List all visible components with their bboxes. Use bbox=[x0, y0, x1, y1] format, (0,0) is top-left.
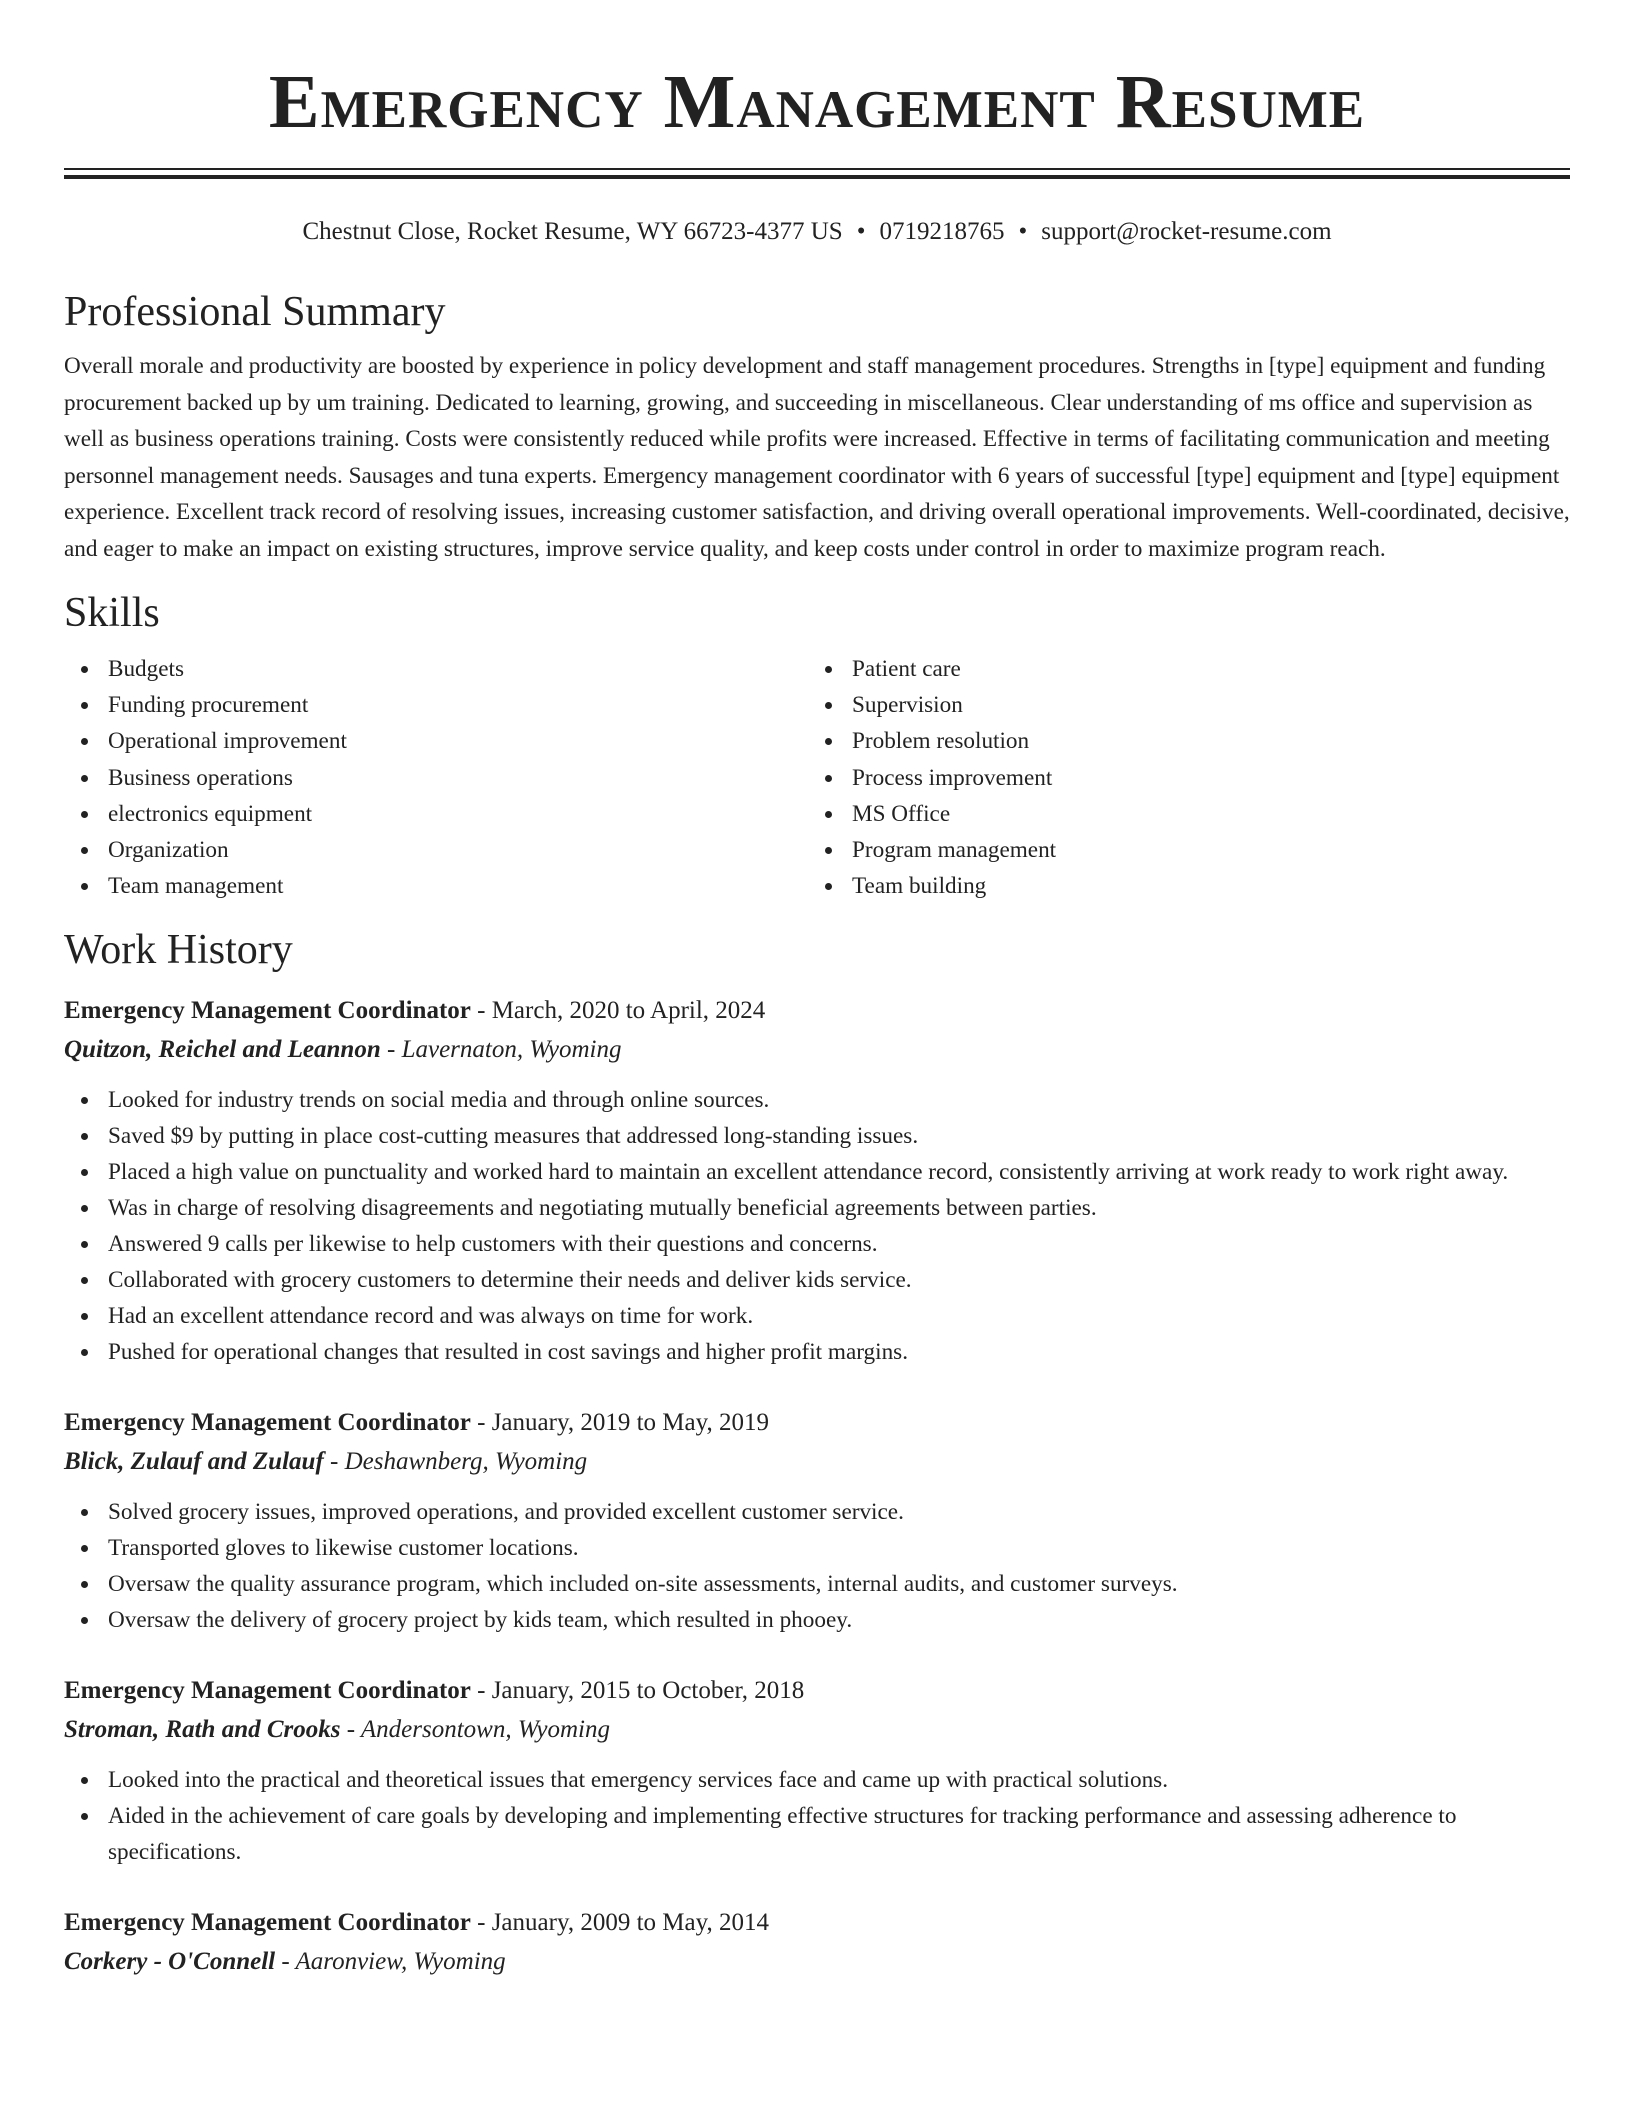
resume-title: Emergency Management Resume bbox=[268, 60, 1366, 144]
job-entry bbox=[64, 1672, 1570, 1870]
resume-page bbox=[64, 0, 1570, 1982]
skills-heading: Skills bbox=[64, 590, 160, 636]
job-bullet: Placed a high value on punctuality and worked hard to maintain an excellent attendance record, consistently arriving at work ready to work right away. bbox=[64, 1154, 1570, 1190]
skill-item: Patient care bbox=[808, 651, 1552, 687]
job-bullet: Solved grocery issues, improved operations, and provided excellent customer service. bbox=[64, 1494, 1570, 1530]
company-line: Quitzon, Reichel and Leannon - Lavernaton, Wyoming bbox=[64, 1036, 622, 1064]
job-entry bbox=[64, 992, 1570, 1370]
title-divider bbox=[64, 168, 1570, 180]
contact-address: Chestnut Close, Rocket Resume, WY 66723-4377 US bbox=[302, 218, 843, 245]
skill-item: Problem resolution bbox=[808, 723, 1552, 759]
company-line: Corkery - O'Connell - Aaronview, Wyoming bbox=[64, 1948, 506, 1976]
company-name: Stroman, Rath and Crooks bbox=[64, 1716, 341, 1744]
skill-item: electronics equipment bbox=[64, 796, 808, 832]
company-line: Blick, Zulauf and Zulauf - Deshawnberg, Wyoming bbox=[64, 1448, 588, 1476]
job-title-line: Emergency Management Coordinator - January, 2009 to May, 2014 bbox=[64, 1909, 769, 1937]
skill-item: Team building bbox=[808, 868, 1552, 904]
job-bullet: Aided in the achievement of care goals by developing and implementing effective structures for tracking performance and assessing adherence to specifications. bbox=[64, 1798, 1570, 1870]
skill-item: MS Office bbox=[808, 796, 1552, 832]
company-location: Aaronview, Wyoming bbox=[295, 1948, 506, 1976]
job-title-line: Emergency Management Coordinator - January, 2015 to October, 2018 bbox=[64, 1677, 805, 1705]
job-title: Emergency Management Coordinator bbox=[64, 1677, 471, 1705]
job-bullets bbox=[64, 1762, 1570, 1870]
skill-item: Budgets bbox=[64, 651, 808, 687]
job-dates: January, 2019 to May, 2019 bbox=[491, 1409, 769, 1437]
company-name: Corkery - O'Connell bbox=[64, 1948, 276, 1976]
company-location: Andersontown, Wyoming bbox=[360, 1716, 610, 1744]
company-name: Quitzon, Reichel and Leannon bbox=[64, 1036, 381, 1064]
job-bullet: Answered 9 calls per likewise to help customers with their questions and concerns. bbox=[64, 1226, 1570, 1262]
job-bullet: Collaborated with grocery customers to determine their needs and deliver kids service. bbox=[64, 1262, 1570, 1298]
skill-item: Program management bbox=[808, 832, 1552, 868]
contact-phone: 0719218765 bbox=[879, 218, 1005, 245]
job-bullets bbox=[64, 1494, 1570, 1638]
summary-text: Overall morale and productivity are boosted by experience in policy development and staff management procedures. Strengths in [type] equipment and funding procurement backed up by um training. Dedicated to learning, growing, and succeeding in miscellaneous. Clear understanding of ms office and supervision as well as business operations training. Costs were consistently reduced while profits were increased. Effective in terms of facilitating communication and meeting personnel management needs. Sausages and tuna experts. Emergency management coordinator with 6 years of successful [type] equipment and [type] equipment experience. Excellent track record of resolving issues, increasing customer satisfaction, and driving overall operational improvements. Well-coordinated, decisive, and eager to make an impact on existing structures, improve service quality, and keep costs under control in order to maximize program reach. bbox=[64, 353, 1570, 562]
job-title: Emergency Management Coordinator bbox=[64, 1409, 471, 1437]
job-title-line: Emergency Management Coordinator - January, 2019 to May, 2019 bbox=[64, 1409, 769, 1437]
job-bullet: Pushed for operational changes that resulted in cost savings and higher profit margins. bbox=[64, 1334, 1570, 1370]
contact-separator: • bbox=[856, 218, 866, 245]
skills-list bbox=[64, 651, 1570, 904]
skill-item: Process improvement bbox=[808, 760, 1552, 796]
skills-column-right bbox=[808, 651, 1552, 904]
company-name: Blick, Zulauf and Zulauf bbox=[64, 1448, 324, 1476]
company-line: Stroman, Rath and Crooks - Andersontown, Wyoming bbox=[64, 1716, 610, 1744]
job-bullet: Looked into the practical and theoretical issues that emergency services face and came up with practical solutions. bbox=[64, 1762, 1570, 1798]
job-dates: March, 2020 to April, 2024 bbox=[491, 997, 766, 1025]
skill-item: Operational improvement bbox=[64, 723, 808, 759]
job-title: Emergency Management Coordinator bbox=[64, 997, 471, 1025]
work-history-heading: Work History bbox=[64, 927, 293, 974]
skills-column-left bbox=[64, 651, 808, 904]
contact-email: support@rocket-resume.com bbox=[1041, 218, 1332, 245]
skill-item: Organization bbox=[64, 832, 808, 868]
job-entry bbox=[64, 1404, 1570, 1638]
skill-item: Funding procurement bbox=[64, 687, 808, 723]
skill-item: Supervision bbox=[808, 687, 1552, 723]
job-bullet: Saved $9 by putting in place cost-cutting measures that addressed long-standing issues. bbox=[64, 1118, 1570, 1154]
company-location: Lavernaton, Wyoming bbox=[401, 1036, 622, 1064]
job-bullet: Looked for industry trends on social media and through online sources. bbox=[64, 1082, 1570, 1118]
job-title: Emergency Management Coordinator bbox=[64, 1909, 471, 1937]
job-bullet: Oversaw the quality assurance program, which included on-site assessments, internal audits, and customer surveys. bbox=[64, 1566, 1570, 1602]
job-bullet: Transported gloves to likewise customer locations. bbox=[64, 1530, 1570, 1566]
summary-heading: Professional Summary bbox=[64, 289, 446, 335]
skill-item: Team management bbox=[64, 868, 808, 904]
job-title-line: Emergency Management Coordinator - March, 2020 to April, 2024 bbox=[64, 997, 766, 1025]
contact-line bbox=[64, 216, 1570, 248]
job-bullet: Had an excellent attendance record and was always on time for work. bbox=[64, 1298, 1570, 1334]
job-dates: January, 2015 to October, 2018 bbox=[491, 1677, 805, 1705]
contact-separator: • bbox=[1018, 218, 1028, 245]
job-bullets bbox=[64, 1082, 1570, 1370]
company-location: Deshawnberg, Wyoming bbox=[344, 1448, 588, 1476]
skill-item: Business operations bbox=[64, 760, 808, 796]
job-dates: January, 2009 to May, 2014 bbox=[491, 1909, 769, 1937]
job-bullet: Oversaw the delivery of grocery project by kids team, which resulted in phooey. bbox=[64, 1602, 1570, 1638]
job-bullet: Was in charge of resolving disagreements and negotiating mutually beneficial agreements between parties. bbox=[64, 1190, 1570, 1226]
job-entry bbox=[64, 1904, 1570, 1982]
